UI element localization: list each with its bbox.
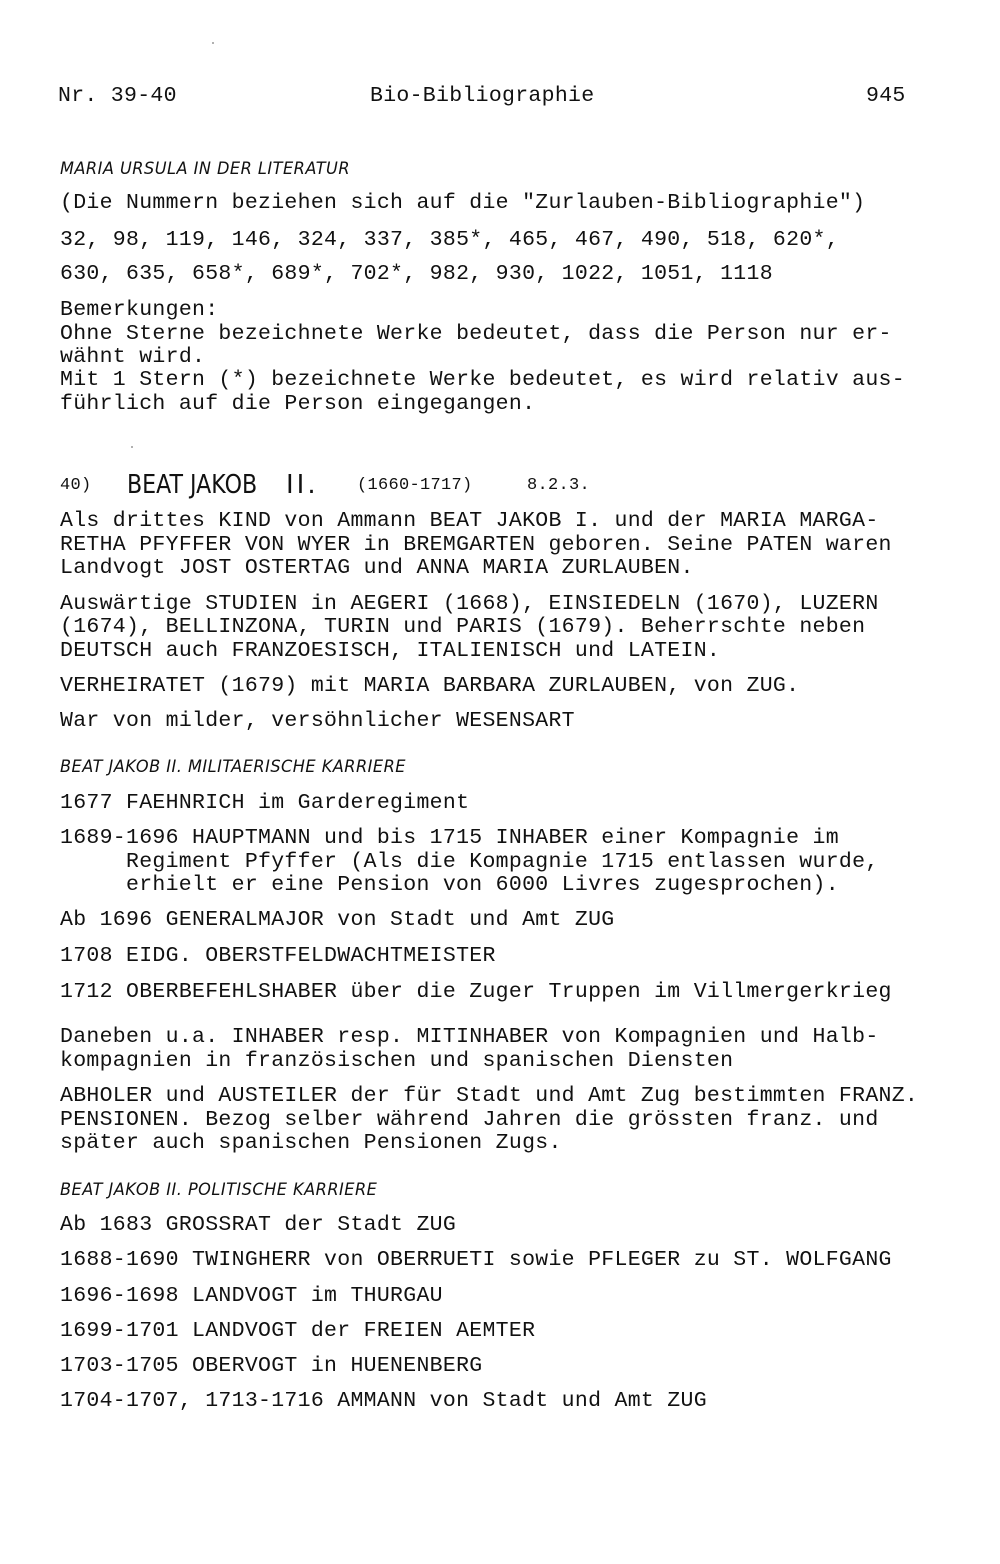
bio-line: DEUTSCH auch FRANZOESISCH, ITALIENISCH und LATEIN. — [60, 639, 721, 663]
political-item: 1699-1701 LANDVOGT der FREIEN AEMTER — [60, 1319, 536, 1343]
remarks-label: Bemerkungen: — [60, 298, 219, 322]
political-item: 1704-1707, 1713-1716 AMMANN von Stadt und Amt ZUG — [60, 1389, 707, 1413]
military-paragraph-line: Daneben u.a. INHABER resp. MITINHABER von Kompagnien und Halb- — [60, 1025, 879, 1049]
bio-line: Auswärtige STUDIEN in AEGERI (1668), EINSIEDELN (1670), LUZERN — [60, 592, 879, 616]
bio-line: (1674), BELLINZONA, TURIN und PARIS (1679). Beherrschte neben — [60, 615, 866, 639]
military-item: Ab 1696 GENERALMAJOR von Stadt und Amt ZUG — [60, 908, 615, 932]
bio-line: Als drittes KIND von Ammann BEAT JAKOB I. und der MARIA MARGA- — [60, 509, 879, 533]
political-item: 1688-1690 TWINGHERR von OBERRUETI sowie PFLEGER zu ST. WOLFGANG — [60, 1248, 892, 1272]
military-item-continuation: erhielt er eine Pension von 6000 Livres zugesprochen). — [126, 873, 839, 897]
remarks-line: wähnt wird. — [60, 345, 206, 369]
military-paragraph-line: PENSIONEN. Bezog selber während Jahren die grössten franz. und — [60, 1108, 879, 1132]
military-paragraph-line: später auch spanischen Pensionen Zugs. — [60, 1131, 562, 1155]
political-item: Ab 1683 GROSSRAT der Stadt ZUG — [60, 1213, 457, 1237]
military-item: 1708 EIDG. OBERSTFELDWACHTMEISTER — [60, 944, 496, 968]
bio-line: Landvogt JOST OSTERTAG und ANNA MARIA ZURLAUBEN. — [60, 556, 694, 580]
remarks-line: Ohne Sterne bezeichnete Werke bedeutet, dass die Person nur er- — [60, 322, 892, 346]
remarks-line: Mit 1 Stern (*) bezeichnete Werke bedeutet, es wird relativ aus- — [60, 368, 905, 392]
literature-refs-line-2: 630, 635, 658*, 689*, 702*, 982, 930, 1022, 1051, 1118 — [60, 262, 773, 286]
literature-note: (Die Nummern beziehen sich auf die "Zurlauben-Bibliographie") — [60, 191, 866, 215]
military-paragraph-line: ABHOLER und AUSTEILER der für Stadt und Amt Zug bestimmten FRANZ. — [60, 1084, 919, 1108]
military-item: 1712 OBERBEFEHLSHABER über die Zuger Truppen im Villmergerkrieg — [60, 980, 892, 1004]
speck — [131, 446, 133, 448]
military-item-continuation: Regiment Pfyffer (Als die Kompagnie 1715 entlassen wurde, — [126, 850, 879, 874]
entry-number: 40) — [60, 476, 92, 495]
entry-dates: (1660-1717) — [357, 476, 473, 495]
military-paragraph-line: kompagnien in französischen und spanischen Diensten — [60, 1049, 734, 1073]
section-heading-military: BEAT JAKOB II. MILITAERISCHE KARRIERE — [60, 757, 406, 777]
bio-married: VERHEIRATET (1679) mit MARIA BARBARA ZURLAUBEN, von ZUG. — [60, 674, 800, 698]
page-number: 945 — [866, 84, 906, 108]
military-item: 1677 FAEHNRICH im Garderegiment — [60, 791, 470, 815]
bio-character: War von milder, versöhnlicher WESENSART — [60, 709, 575, 733]
literature-refs-line-1: 32, 98, 119, 146, 324, 337, 385*, 465, 467, 490, 518, 620*, — [60, 228, 839, 252]
remarks-line: führlich auf die Person eingegangen. — [60, 392, 536, 416]
entry-code: 8.2.3. — [527, 476, 591, 495]
military-item: 1689-1696 HAUPTMANN und bis 1715 INHABER einer Kompagnie im — [60, 826, 839, 850]
entry-roman-numeral: II. — [286, 470, 319, 500]
entry-name: BEAT JAKOB — [127, 470, 258, 500]
political-item: 1703-1705 OBERVOGT in HUENENBERG — [60, 1354, 483, 1378]
section-heading-political: BEAT JAKOB II. POLITISCHE KARRIERE — [60, 1180, 378, 1200]
political-item: 1696-1698 LANDVOGT im THURGAU — [60, 1284, 443, 1308]
header-issue-number: Nr. 39-40 — [58, 84, 177, 108]
bio-line: RETHA PFYFFER VON WYER in BREMGARTEN geboren. Seine PATEN waren — [60, 533, 892, 557]
header-title: Bio-Bibliographie — [370, 84, 595, 108]
speck — [212, 42, 214, 44]
section-heading-literature: MARIA URSULA IN DER LITERATUR — [60, 159, 351, 179]
